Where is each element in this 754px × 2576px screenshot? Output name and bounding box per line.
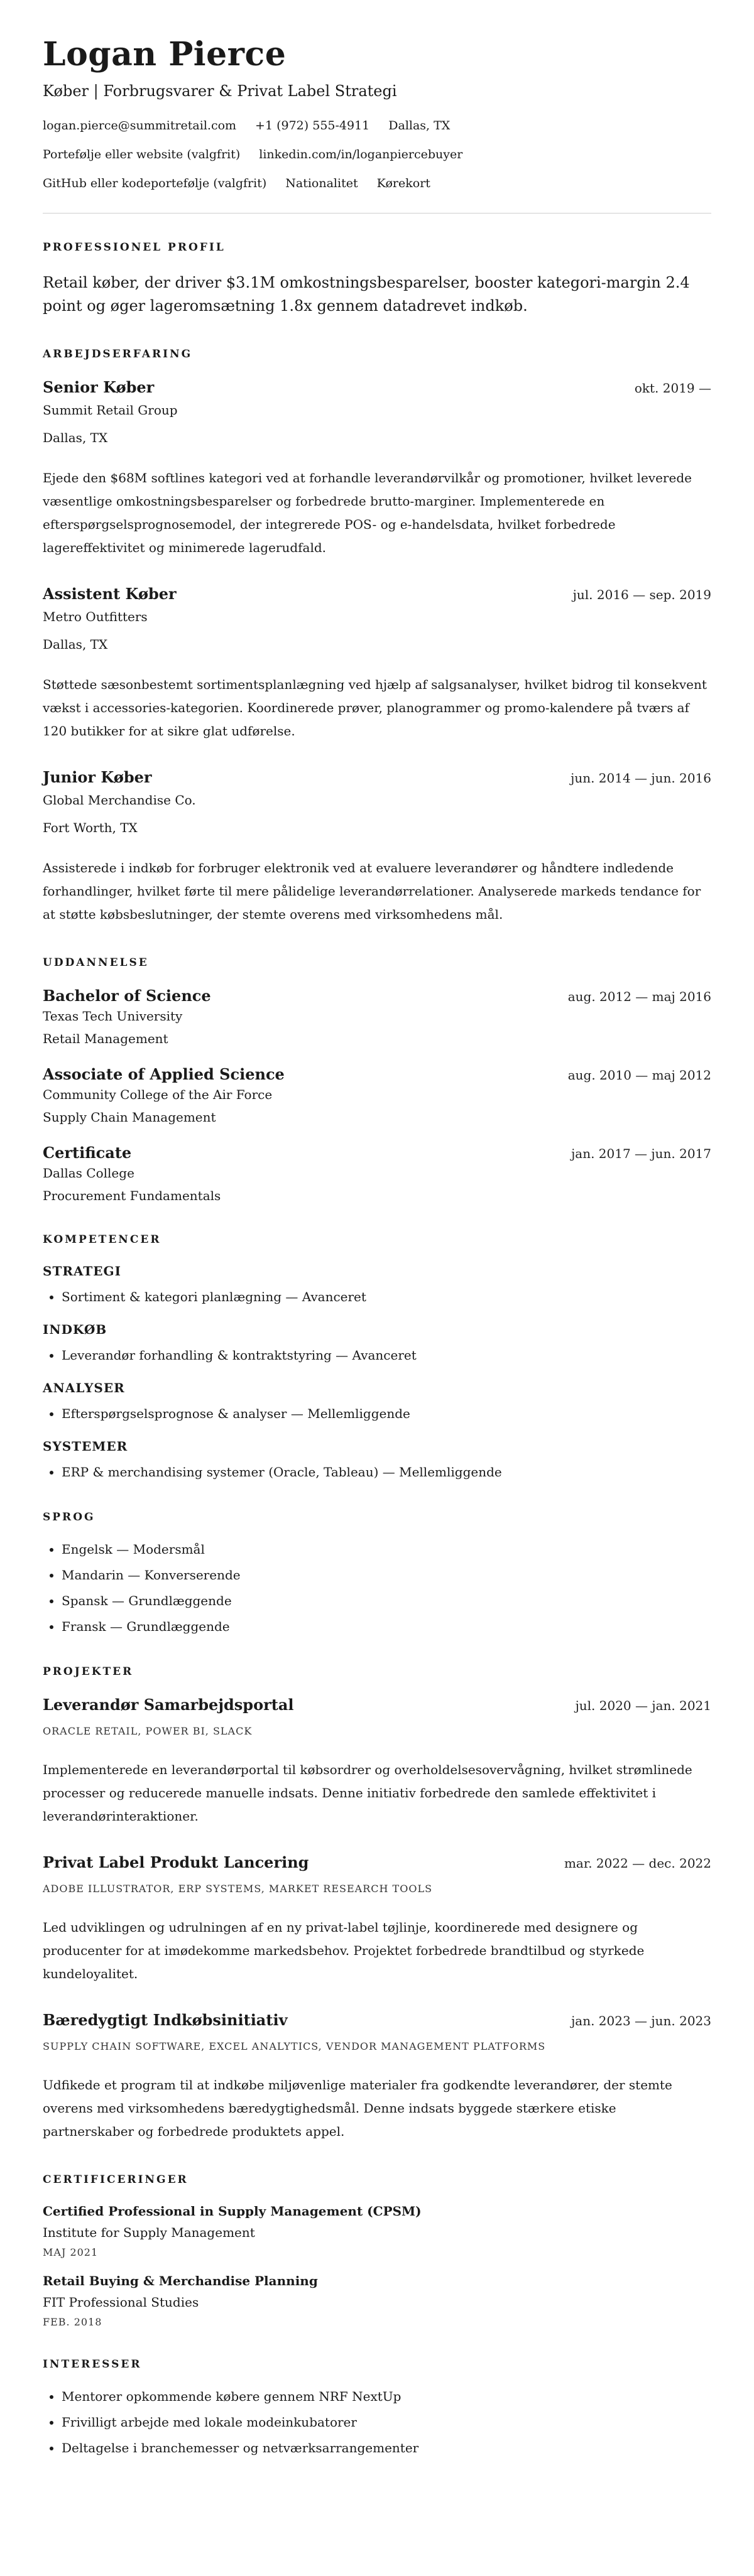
skill-list [43, 1464, 711, 1481]
interest-list [43, 2388, 711, 2457]
project-title: Leverandør Samarbejdsportal [43, 1696, 294, 1714]
linkedin-link[interactable]: linkedin.com/in/loganpiercebuyer [259, 148, 463, 161]
languages-section [43, 1511, 711, 1635]
certification-date: FEB. 2018 [43, 2316, 102, 2329]
job-dates: jun. 2014 — jun. 2016 [571, 771, 711, 786]
interest-item: • Mentorer opkommende købere gennem NRF NextUp [62, 2388, 711, 2405]
school-name: Dallas College [43, 1166, 134, 1181]
skill-category: STRATEGI [43, 1264, 121, 1279]
certification-date: MAJ 2021 [43, 2246, 99, 2259]
company-name: Summit Retail Group [43, 403, 178, 418]
field-of-study: Procurement Fundamentals [43, 1188, 221, 1204]
job-location: Dallas, TX [43, 430, 108, 446]
job-location: Fort Worth, TX [43, 820, 138, 836]
section-title: PROFESSIONEL PROFIL [43, 241, 226, 254]
certification-issuer: Institute for Supply Management [43, 2225, 255, 2241]
project-tech: ADOBE ILLUSTRATOR, ERP SYSTEMS, MARKET RESEARCH TOOLS [43, 1883, 433, 1895]
skill-category: INDKØB [43, 1322, 107, 1338]
resume-header [43, 35, 711, 190]
section-title: PROJEKTER [43, 1665, 134, 1679]
skill-item: • Leverandør forhandling & kontraktstyring — Avanceret [62, 1347, 711, 1364]
education-entry [43, 1065, 711, 1125]
project-dates: jan. 2023 — jun. 2023 [571, 2013, 711, 2029]
skill-item: • ERP & merchandising systemer (Oracle, Tableau) — Mellemliggende [62, 1464, 711, 1481]
profile-section [43, 241, 711, 318]
contact-row-3 [43, 176, 711, 190]
job-description: Støttede sæsonbestemt sortimentsplanlægning ved hjælp af salgsanalyser, hvilket bidrog til konsekvent vækst i accessories-kategorien. Koordinerede prøver, planogrammer og promo-kalendere på tværs af 120 butikker for at sikre glat udførelse. [43, 677, 707, 739]
project-entry [43, 1853, 711, 1986]
drivers-license: Kørekort [376, 176, 430, 190]
project-dates: jul. 2020 — jan. 2021 [575, 1698, 711, 1714]
job-title: Junior Køber [43, 768, 152, 787]
project-description: Udfikede et program til at indkøbe miljøvenlige materialer fra godkendte leverandører, der stemte overens med virksomhedens bæredygtighedsmål. Denne indsats byggede stærkere etiske partnerskaber og forbedrede produktets appel. [43, 2077, 672, 2140]
location: Dallas, TX [388, 119, 451, 133]
interest-item: • Deltagelse i branchemesser og netværksarrangementer [62, 2440, 711, 2457]
project-entry [43, 2011, 711, 2143]
project-description: Led udviklingen og udrulningen af en ny privat-label tøjlinje, koordinerede med designere og producenter for at imødekomme markedsbehov. Projektet forbedrede brandtilbud og styrkede kundeloyalitet. [43, 1920, 645, 1982]
email-link[interactable]: logan.pierce@summitretail.com [43, 119, 237, 133]
skills-section [43, 1233, 711, 1481]
skill-category: ANALYSER [43, 1380, 125, 1396]
job-location: Dallas, TX [43, 637, 108, 652]
certification-entry [43, 2273, 711, 2328]
skill-list [43, 1289, 711, 1306]
certification-title: Retail Buying & Merchandise Planning [43, 2273, 318, 2289]
job-title: Senior Køber [43, 378, 155, 397]
project-title: Privat Label Produkt Lancering [43, 1853, 309, 1872]
projects-section [43, 1665, 711, 2143]
section-title: INTERESSER [43, 2358, 142, 2371]
education-dates: aug. 2010 — maj 2012 [567, 1068, 711, 1083]
field-of-study: Supply Chain Management [43, 1110, 216, 1125]
job-description: Ejede den $68M softlines kategori ved at forhandle leverandørvilkår og promotioner, hvilket leverede væsentlige omkostningsbesparelser og forbedrede brutto-marginer. Implementerede en efterspørgselsprognosemodel, der integrerede POS- og e-handelsdata, hvilket forbedrede lagereffektivitet og minimerede lagerudfald. [43, 470, 692, 556]
experience-section [43, 348, 711, 926]
job-title: Assistent Køber [43, 585, 177, 603]
skill-item: • Efterspørgselsprognose & analyser — Mellemliggende [62, 1405, 711, 1422]
skill-category: SYSTEMER [43, 1439, 128, 1454]
education-dates: aug. 2012 — maj 2016 [567, 989, 711, 1005]
job-description: Assisterede i indkøb for forbruger elektronik ved at evaluere leverandører og håndtere indledende forhandlinger, hvilket førte til mere pålidelige leverandørrelationer. Analyserede markeds tendance for at støtte købsbeslutninger, der stemte overens med virksomhedens mål. [43, 860, 701, 923]
github-link[interactable]: GitHub eller kodeportefølje (valgfrit) [43, 176, 267, 190]
language-item: • Mandarin — Konverserende [62, 1567, 711, 1584]
job-dates: okt. 2019 — [634, 381, 711, 396]
phone-number: +1 (972) 555-4911 [255, 119, 370, 133]
profile-summary: Retail køber, der driver $3.1M omkostningsbesparelser, booster kategori-margin 2.4 point og øger lageromsætning 1.8x gennem datadrevet indkøb. [43, 274, 690, 315]
school-name: Texas Tech University [43, 1009, 183, 1024]
skill-list [43, 1405, 711, 1422]
degree-title: Certificate [43, 1144, 132, 1162]
section-title: ARBEJDSERFARING [43, 348, 193, 361]
section-title: CERTIFICERINGER [43, 2173, 188, 2187]
company-name: Global Merchandise Co. [43, 793, 196, 808]
certification-issuer: FIT Professional Studies [43, 2295, 199, 2310]
candidate-name: Logan Pierce [43, 35, 287, 73]
project-description: Implementerede en leverandørportal til købsordrer og overholdelsesovervågning, hvilket strømlinede processer og reducerede manuelle indsats. Denne initiativ forbedrede den samlede effektivitet i leverandørinteraktioner. [43, 1762, 692, 1824]
language-item: • Engelsk — Modersmål [62, 1541, 711, 1558]
nationality: Nationalitet [285, 176, 358, 190]
school-name: Community College of the Air Force [43, 1087, 273, 1103]
section-title: SPROG [43, 1511, 96, 1524]
education-entry [43, 1144, 711, 1203]
certification-entry [43, 2204, 711, 2258]
section-title: KOMPETENCER [43, 1233, 161, 1247]
certifications-section [43, 2173, 711, 2328]
skill-item: • Sortiment & kategori planlægning — Avanceret [62, 1289, 711, 1306]
language-item: • Fransk — Grundlæggende [62, 1618, 711, 1635]
project-tech: ORACLE RETAIL, POWER BI, SLACK [43, 1725, 253, 1738]
language-list [43, 1541, 711, 1635]
project-entry [43, 1696, 711, 1828]
header-divider [43, 213, 711, 214]
project-tech: SUPPLY CHAIN SOFTWARE, EXCEL ANALYTICS, VENDOR MANAGEMENT PLATFORMS [43, 2040, 546, 2053]
contact-row-2 [43, 148, 711, 161]
education-dates: jan. 2017 — jun. 2017 [571, 1146, 711, 1162]
interest-item: • Frivilligt arbejde med lokale modeinkubatorer [62, 2414, 711, 2431]
job-dates: jul. 2016 — sep. 2019 [572, 587, 711, 603]
section-title: UDDANNELSE [43, 956, 149, 970]
experience-entry [43, 585, 711, 743]
contact-row-1 [43, 119, 711, 133]
education-entry [43, 987, 711, 1046]
candidate-headline: Køber | Forbrugsvarer & Privat Label Strategi [43, 82, 397, 100]
education-section [43, 956, 711, 1203]
skill-list [43, 1347, 711, 1364]
project-title: Bæredygtigt Indkøbsinitiativ [43, 2011, 288, 2030]
experience-entry [43, 768, 711, 926]
company-name: Metro Outfitters [43, 609, 148, 625]
project-dates: mar. 2022 — dec. 2022 [564, 1856, 711, 1871]
experience-entry [43, 378, 711, 560]
degree-title: Bachelor of Science [43, 987, 211, 1005]
degree-title: Associate of Applied Science [43, 1065, 285, 1084]
language-item: • Spansk — Grundlæggende [62, 1593, 711, 1610]
field-of-study: Retail Management [43, 1031, 168, 1047]
portfolio-link[interactable]: Portefølje eller website (valgfrit) [43, 148, 241, 161]
interests-section [43, 2358, 711, 2457]
certification-title: Certified Professional in Supply Management (CPSM) [43, 2204, 422, 2219]
